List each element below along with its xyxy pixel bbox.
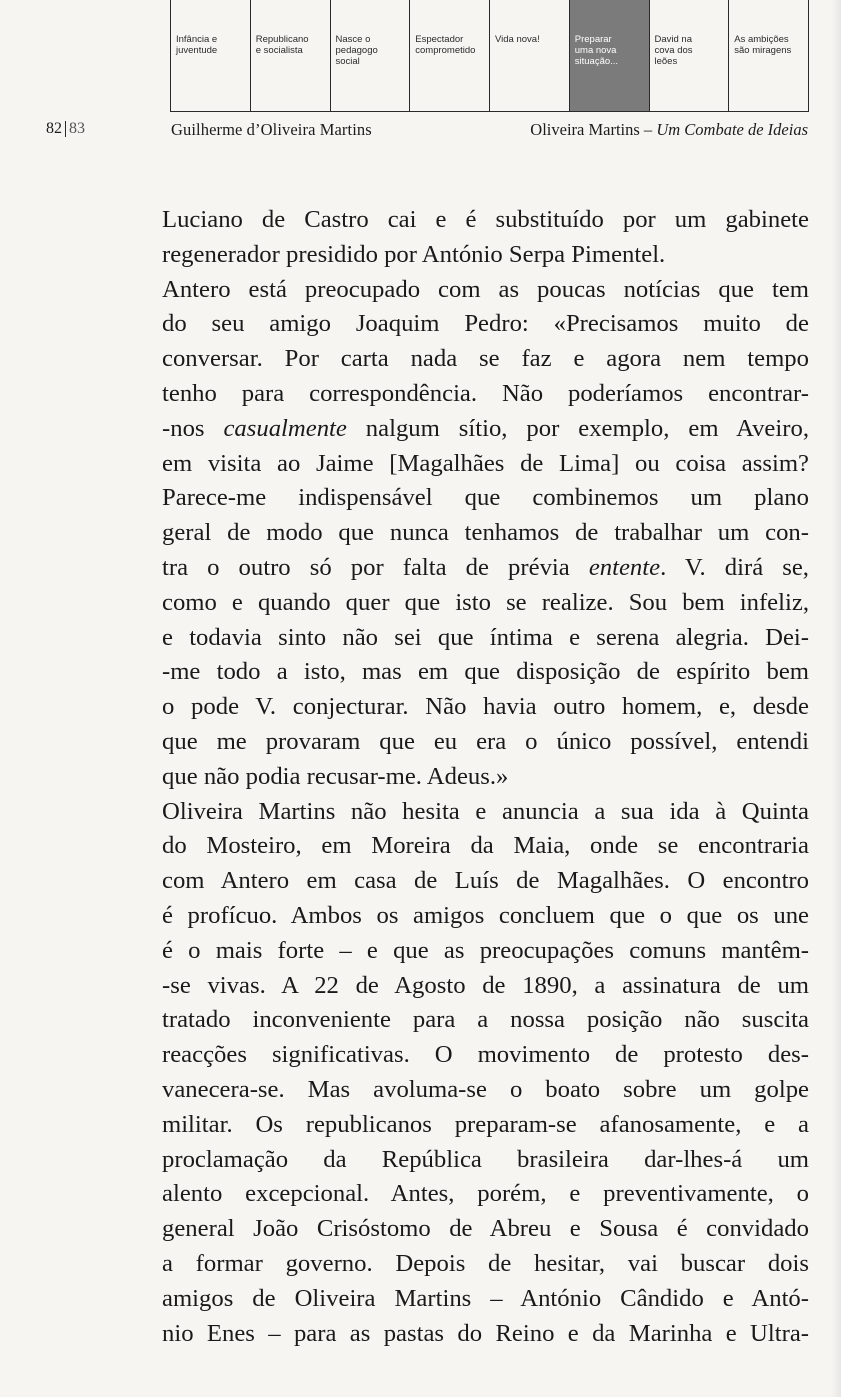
text-line: como e quando quer que isto se realize. Sou bem infeliz, [162,588,809,616]
chapter-tab-ambicoes[interactable]: As ambições são miragens [729,0,809,111]
chapter-tab-david[interactable]: David na cova dos leões [650,0,730,111]
text-line: militar. Os republicanos preparam-se afanosamente, e a [162,1110,809,1138]
text-line: Antero está preocupado com as poucas notícias que tem [162,275,809,303]
header-title-main: Oliveira Martins – [530,120,657,139]
text-line: nio Enes – para as pastas do Reino e da Marinha e Ultra- [162,1319,809,1347]
text-line: a formar governo. Depois de hesitar, vai buscar dois [162,1249,809,1277]
italic-word: casualmente [223,414,347,442]
text-line: Oliveira Martins não hesita e anuncia a sua ida à Quinta [162,797,809,825]
text-line: Parece-me indispensável que combinemos um plano [162,484,809,512]
page-number-divider [65,121,66,137]
chapter-tab-pedagogo[interactable]: Nasce o pedagogo social [331,0,411,111]
text-line: reacções significativas. O movimento de protesto des- [162,1041,809,1069]
text-line: regenerador presidido por António Serpa Pimentel. [162,240,666,268]
text-run: . V. dirá se, [660,553,809,581]
chapter-tab-republicano[interactable]: Republicano e socialista [251,0,331,111]
text-line: que não podia recusar-me. Adeus.» [162,762,509,790]
text-line: tenho para correspondência. Não poderíamos encontrar- [162,379,809,407]
italic-word: entente [588,553,661,581]
chapter-index-bar [170,0,809,112]
text-line: é o mais forte – e que as preocupações comuns mantêm- [162,936,809,964]
page-numbers [46,120,85,138]
header-author: Guilherme d’Oliveira Martins [171,120,372,139]
text-line: geral de modo que nunca tenhamos de trabalhar um con- [162,519,809,547]
text-line: vanecera-se. Mas avoluma-se o boato sobre um golpe [162,1075,809,1103]
text-line [162,551,809,586]
page-number-left: 82 [46,120,62,137]
text-run: nalgum sítio, por exemplo, em Aveiro, [346,414,809,442]
text-line: proclamação da República brasileira dar-lhes-á um [162,1145,809,1173]
chapter-tab-infancia[interactable]: Infância e juventude [171,0,251,111]
chapter-tab-vida-nova[interactable]: Vida nova! [490,0,570,111]
chapter-tab-preparar-active[interactable]: Preparar uma nova situação... [570,0,650,111]
page-number-right: 83 [69,120,85,137]
text-run: tra o outro só por falta de prévia [162,553,589,581]
header-book-title [530,120,808,140]
text-line [162,412,809,447]
chapter-tab-espectador[interactable]: Espectador comprometido [410,0,490,111]
text-line: que me provaram que eu era o único possível, entendi [162,727,809,755]
text-line: alento excepcional. Antes, porém, e preventivamente, o [162,1180,809,1208]
text-line: o pode V. conjecturar. Não havia outro homem, e, desde [162,693,809,721]
text-line: amigos de Oliveira Martins – António Cândido e Antó- [162,1284,809,1312]
text-line: é profícuo. Ambos os amigos concluem que o que os une [162,901,809,929]
text-line: Luciano de Castro cai e é substituído por um gabinete [162,206,809,233]
text-line: do seu amigo Joaquim Pedro: «Precisamos muito de [162,310,809,338]
text-line: e todavia sinto não sei que íntima e serena alegria. Dei- [162,623,809,651]
text-line: tratado inconveniente para a nossa posição não suscita [162,1006,809,1034]
running-header [0,120,841,144]
text-line: conversar. Por carta nada se faz e agora nem tempo [162,345,809,373]
page-edge-shadow [831,0,841,1397]
header-title-italic: Um Combate de Ideias [656,120,808,139]
text-run: -nos [162,414,224,442]
text-line: -me todo a isto, mas em que disposição de espírito bem [162,658,809,686]
text-line: em visita ao Jaime [Magalhães de Lima] ou coisa assim? [162,449,809,477]
text-line: -se vivas. A 22 de Agosto de 1890, a assinatura de um [162,971,809,999]
text-line: do Mosteiro, em Moreira da Maia, onde se encontraria [162,832,809,860]
text-line: general João Crisóstomo de Abreu e Sousa é convidado [162,1215,809,1243]
text-line: com Antero em casa de Luís de Magalhães. O encontro [162,867,809,895]
body-text [162,203,809,1351]
